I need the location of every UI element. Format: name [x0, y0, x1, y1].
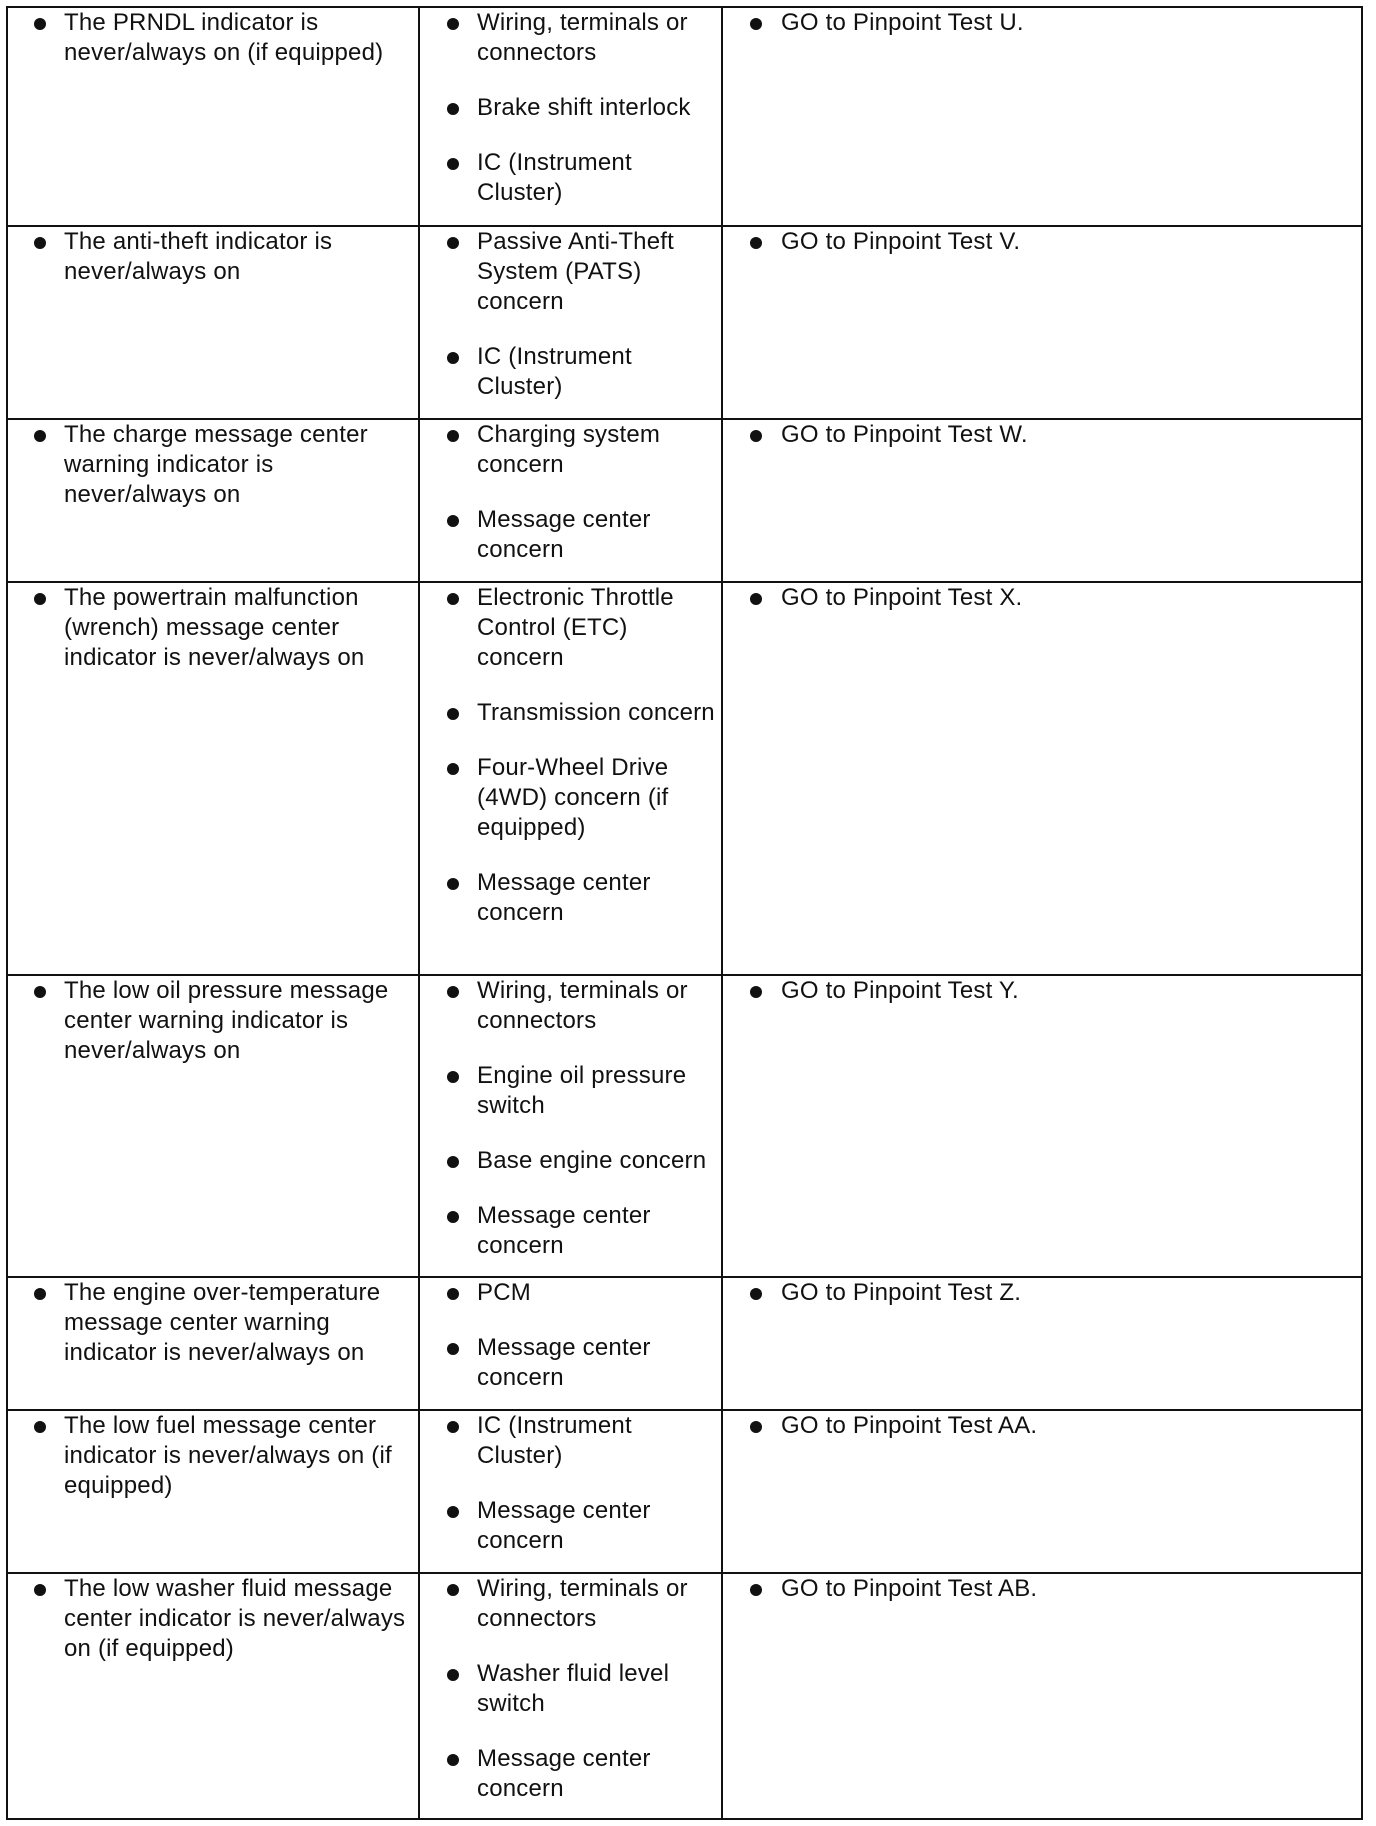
possible-source-text: Wiring, terminals or connectors — [477, 977, 688, 1034]
bullet-icon — [34, 1584, 46, 1596]
symptom-item — [8, 8, 418, 68]
bullet-icon — [447, 593, 459, 605]
action-cell — [722, 1277, 1362, 1410]
possible-source-item — [420, 1659, 721, 1719]
possible-source-item — [420, 1061, 721, 1121]
possible-source-item — [420, 1574, 721, 1634]
symptom-item — [8, 976, 418, 1066]
bullet-icon — [34, 430, 46, 442]
symptom-cell — [7, 419, 419, 582]
action-text: GO to Pinpoint Test Z. — [781, 1279, 1022, 1306]
bullet-icon — [447, 878, 459, 890]
possible-source-text: Washer fluid level switch — [477, 1660, 670, 1717]
action-text: GO to Pinpoint Test Y. — [781, 977, 1019, 1004]
bullet-icon — [447, 1071, 459, 1083]
bullet-icon — [447, 430, 459, 442]
bullet-icon — [447, 18, 459, 30]
possible-source-item — [420, 342, 721, 402]
symptom-item — [8, 1574, 418, 1664]
possible-source-item — [420, 148, 721, 208]
possible-source-text: Wiring, terminals or connectors — [477, 9, 688, 66]
possible-source-text: Wiring, terminals or connectors — [477, 1575, 688, 1632]
possible-source-cell — [419, 582, 722, 975]
action-cell — [722, 1410, 1362, 1573]
symptom-item — [8, 1278, 418, 1368]
possible-source-cell — [419, 1410, 722, 1573]
possible-source-text: Brake shift interlock — [477, 94, 691, 121]
symptom-chart-table — [6, 6, 1363, 1820]
symptom-text: The anti-theft indicator is never/always on — [64, 228, 333, 285]
symptom-text: The powertrain malfunction (wrench) message center indicator is never/always on — [64, 584, 365, 671]
symptom-text: The charge message center warning indicator is never/always on — [64, 421, 368, 508]
bullet-icon — [34, 237, 46, 249]
possible-source-item — [420, 698, 721, 728]
action-item — [723, 8, 1361, 38]
symptom-cell — [7, 1277, 419, 1410]
symptom-cell — [7, 975, 419, 1277]
table-row — [7, 975, 1362, 1277]
action-item — [723, 976, 1361, 1006]
symptom-cell — [7, 226, 419, 419]
bullet-icon — [34, 1421, 46, 1433]
action-text: GO to Pinpoint Test V. — [781, 228, 1021, 255]
possible-source-item — [420, 1333, 721, 1393]
symptom-item — [8, 1411, 418, 1501]
possible-source-cell — [419, 226, 722, 419]
action-cell — [722, 419, 1362, 582]
symptom-text: The engine over-temperature message center warning indicator is never/always on — [64, 1279, 381, 1366]
possible-source-item — [420, 1411, 721, 1471]
action-item — [723, 420, 1361, 450]
possible-source-text: Message center concern — [477, 506, 651, 563]
bullet-icon — [447, 1156, 459, 1168]
possible-source-item — [420, 505, 721, 565]
bullet-icon — [447, 352, 459, 364]
bullet-icon — [447, 986, 459, 998]
symptom-item — [8, 583, 418, 673]
possible-source-item — [420, 8, 721, 68]
possible-source-cell — [419, 975, 722, 1277]
bullet-icon — [447, 158, 459, 170]
action-text: GO to Pinpoint Test AB. — [781, 1575, 1038, 1602]
possible-source-text: Electronic Throttle Control (ETC) concern — [477, 584, 674, 671]
possible-source-cell — [419, 7, 722, 226]
symptom-cell — [7, 7, 419, 226]
bullet-icon — [750, 986, 762, 998]
action-text: GO to Pinpoint Test W. — [781, 421, 1028, 448]
bullet-icon — [750, 18, 762, 30]
possible-source-item — [420, 1744, 721, 1804]
possible-source-text: IC (Instrument Cluster) — [477, 1412, 632, 1469]
bullet-icon — [447, 237, 459, 249]
table-row — [7, 7, 1362, 226]
possible-source-item — [420, 1201, 721, 1261]
action-item — [723, 1574, 1361, 1604]
table-row — [7, 226, 1362, 419]
bullet-icon — [34, 593, 46, 605]
possible-source-text: Charging system concern — [477, 421, 661, 478]
action-cell — [722, 975, 1362, 1277]
bullet-icon — [447, 1669, 459, 1681]
possible-source-text: PCM — [477, 1279, 531, 1306]
table-row — [7, 1410, 1362, 1573]
symptom-item — [8, 227, 418, 287]
symptom-chart-body — [7, 7, 1362, 1819]
bullet-icon — [750, 430, 762, 442]
possible-source-text: Transmission concern — [477, 699, 715, 726]
possible-source-text: Message center concern — [477, 1334, 651, 1391]
possible-source-cell — [419, 1573, 722, 1819]
action-cell — [722, 226, 1362, 419]
action-item — [723, 583, 1361, 613]
bullet-icon — [447, 103, 459, 115]
bullet-icon — [447, 708, 459, 720]
action-item — [723, 1411, 1361, 1441]
possible-source-item — [420, 420, 721, 480]
symptom-cell — [7, 1573, 419, 1819]
bullet-icon — [34, 1288, 46, 1300]
bullet-icon — [750, 593, 762, 605]
bullet-icon — [447, 1584, 459, 1596]
possible-source-item — [420, 976, 721, 1036]
symptom-text: The low fuel message center indicator is never/always on (if equipped) — [64, 1412, 392, 1499]
bullet-icon — [750, 1584, 762, 1596]
symptom-text: The low oil pressure message center warning indicator is never/always on — [64, 977, 389, 1064]
symptom-text: The PRNDL indicator is never/always on (if equipped) — [64, 9, 384, 66]
possible-source-text: Base engine concern — [477, 1147, 707, 1174]
table-row — [7, 1573, 1362, 1819]
bullet-icon — [750, 1421, 762, 1433]
action-cell — [722, 1573, 1362, 1819]
possible-source-item — [420, 1146, 721, 1176]
bullet-icon — [447, 515, 459, 527]
bullet-icon — [447, 763, 459, 775]
possible-source-text: Message center concern — [477, 1745, 651, 1802]
action-text: GO to Pinpoint Test X. — [781, 584, 1023, 611]
bullet-icon — [750, 1288, 762, 1300]
possible-source-text: Passive Anti-Theft System (PATS) concern — [477, 228, 675, 315]
action-item — [723, 1278, 1361, 1308]
possible-source-text: IC (Instrument Cluster) — [477, 343, 632, 400]
bullet-icon — [447, 1288, 459, 1300]
possible-source-text: IC (Instrument Cluster) — [477, 149, 632, 206]
possible-source-item — [420, 753, 721, 843]
possible-source-text: Four-Wheel Drive (4WD) concern (if equipped) — [477, 754, 669, 841]
possible-source-cell — [419, 419, 722, 582]
bullet-icon — [750, 237, 762, 249]
bullet-icon — [34, 18, 46, 30]
action-cell — [722, 582, 1362, 975]
bullet-icon — [34, 986, 46, 998]
bullet-icon — [447, 1754, 459, 1766]
possible-source-item — [420, 583, 721, 673]
table-row — [7, 582, 1362, 975]
bullet-icon — [447, 1421, 459, 1433]
possible-source-text: Message center concern — [477, 1497, 651, 1554]
possible-source-item — [420, 1496, 721, 1556]
possible-source-item — [420, 868, 721, 928]
action-item — [723, 227, 1361, 257]
symptom-cell — [7, 582, 419, 975]
bullet-icon — [447, 1343, 459, 1355]
symptom-cell — [7, 1410, 419, 1573]
possible-source-text: Message center concern — [477, 1202, 651, 1259]
action-text: GO to Pinpoint Test AA. — [781, 1412, 1038, 1439]
symptom-item — [8, 420, 418, 510]
possible-source-item — [420, 1278, 721, 1308]
possible-source-text: Message center concern — [477, 869, 651, 926]
bullet-icon — [447, 1211, 459, 1223]
table-row — [7, 1277, 1362, 1410]
possible-source-cell — [419, 1277, 722, 1410]
possible-source-text: Engine oil pressure switch — [477, 1062, 687, 1119]
action-cell — [722, 7, 1362, 226]
possible-source-item — [420, 93, 721, 123]
table-row — [7, 419, 1362, 582]
action-text: GO to Pinpoint Test U. — [781, 9, 1024, 36]
bullet-icon — [447, 1506, 459, 1518]
symptom-text: The low washer fluid message center indicator is never/always on (if equipped) — [64, 1575, 406, 1662]
possible-source-item — [420, 227, 721, 317]
